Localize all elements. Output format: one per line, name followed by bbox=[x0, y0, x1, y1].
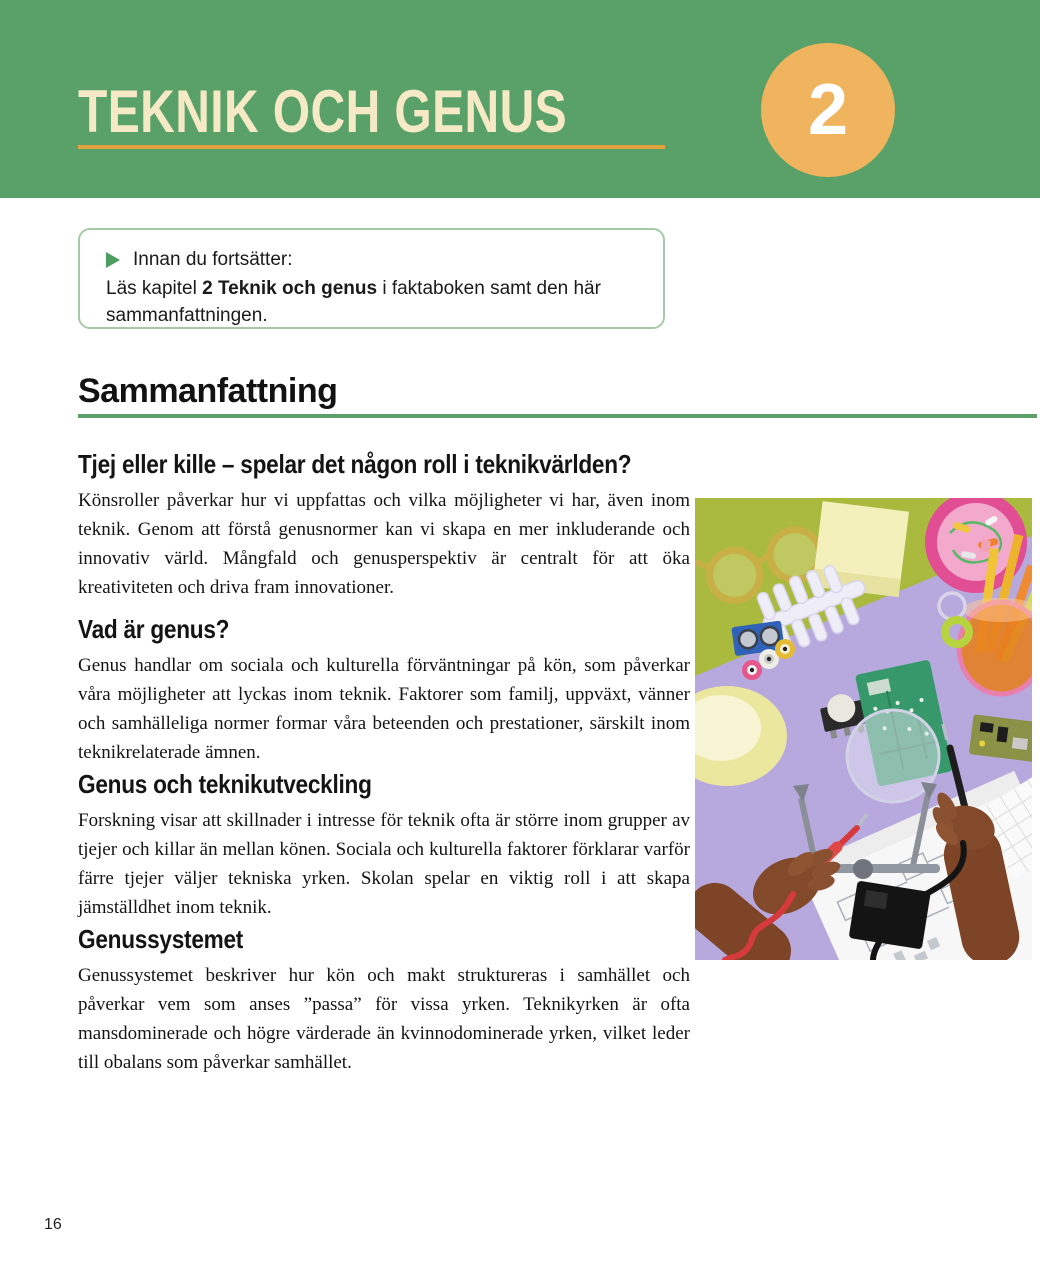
photo-illustration bbox=[695, 498, 1032, 960]
title-underline bbox=[78, 145, 665, 149]
play-triangle-icon bbox=[106, 252, 120, 268]
section-paragraph-1: Könsroller påverkar hur vi uppfattas och vilka möjligheter vi har, även inom teknik. Genom att förstå genusnormer kan vi skapa en mer inkluderande och innovativ värld. Mångfald och genusperspektiv är centralt för att öka kreativiteten och driva fram innovationer. bbox=[78, 490, 690, 598]
page-number: 16 bbox=[44, 1216, 62, 1233]
section-heading-4: Genussystemet bbox=[78, 924, 244, 954]
prerequisite-heading-row bbox=[106, 246, 639, 273]
section-paragraph-3: Forskning visar att skillnader i intresse för teknik ofta är större inom grupper av tjejer och killar än mellan könen. Sociala och kulturella faktorer förklarar varför färre tjejer väljer tekniska yrken. Skolan spelar en viktig roll i att skapa jämställdhet inom teknik. bbox=[78, 810, 690, 918]
section-paragraph-4: Genussystemet beskriver hur kön och makt struktureras i samhället och påverkar vem som anses ”passa” för vissa yrken. Teknikyrken är ofta mansdominerade och högre värderade än kvinnodominerade yrken, vilket leder till obalans som påverkar samhället. bbox=[78, 965, 690, 1073]
summary-heading: Sammanfattning bbox=[78, 372, 338, 410]
prerequisite-heading: Innan du fortsätter: bbox=[133, 249, 293, 270]
chapter-number: 2 bbox=[807, 70, 849, 150]
chapter-photo bbox=[695, 498, 1032, 960]
photo-small-board bbox=[969, 714, 1032, 762]
prerequisite-box bbox=[78, 228, 665, 329]
summary-rule bbox=[78, 414, 1037, 418]
prerequisite-text-bold: 2 Teknik och genus bbox=[202, 278, 378, 299]
prerequisite-text bbox=[106, 275, 639, 329]
section-paragraph-2: Genus handlar om sociala och kulturella förväntningar på kön, som påverkar våra möjligheter att lyckas inom teknik. Faktorer som familj, uppväxt, vänner och samhälleliga normer formar våra beteenden och prestationer, särskilt inom teknikrelaterade ämnen. bbox=[78, 655, 690, 763]
section-heading-2: Vad är genus? bbox=[78, 614, 230, 644]
chapter-title: TEKNIK OCH GENUS bbox=[78, 78, 568, 145]
section-heading-1: Tjej eller kille – spelar det någon roll i teknikvärlden? bbox=[78, 449, 632, 479]
prerequisite-text-prefix: Läs kapitel bbox=[106, 278, 203, 299]
chapter-header-band bbox=[0, 0, 1040, 198]
chapter-number-badge bbox=[761, 43, 895, 177]
prerequisite-text-suffix: i faktaboken samt den här sammanfattningen. bbox=[106, 278, 601, 326]
section-heading-3: Genus och teknikutveckling bbox=[78, 769, 372, 799]
